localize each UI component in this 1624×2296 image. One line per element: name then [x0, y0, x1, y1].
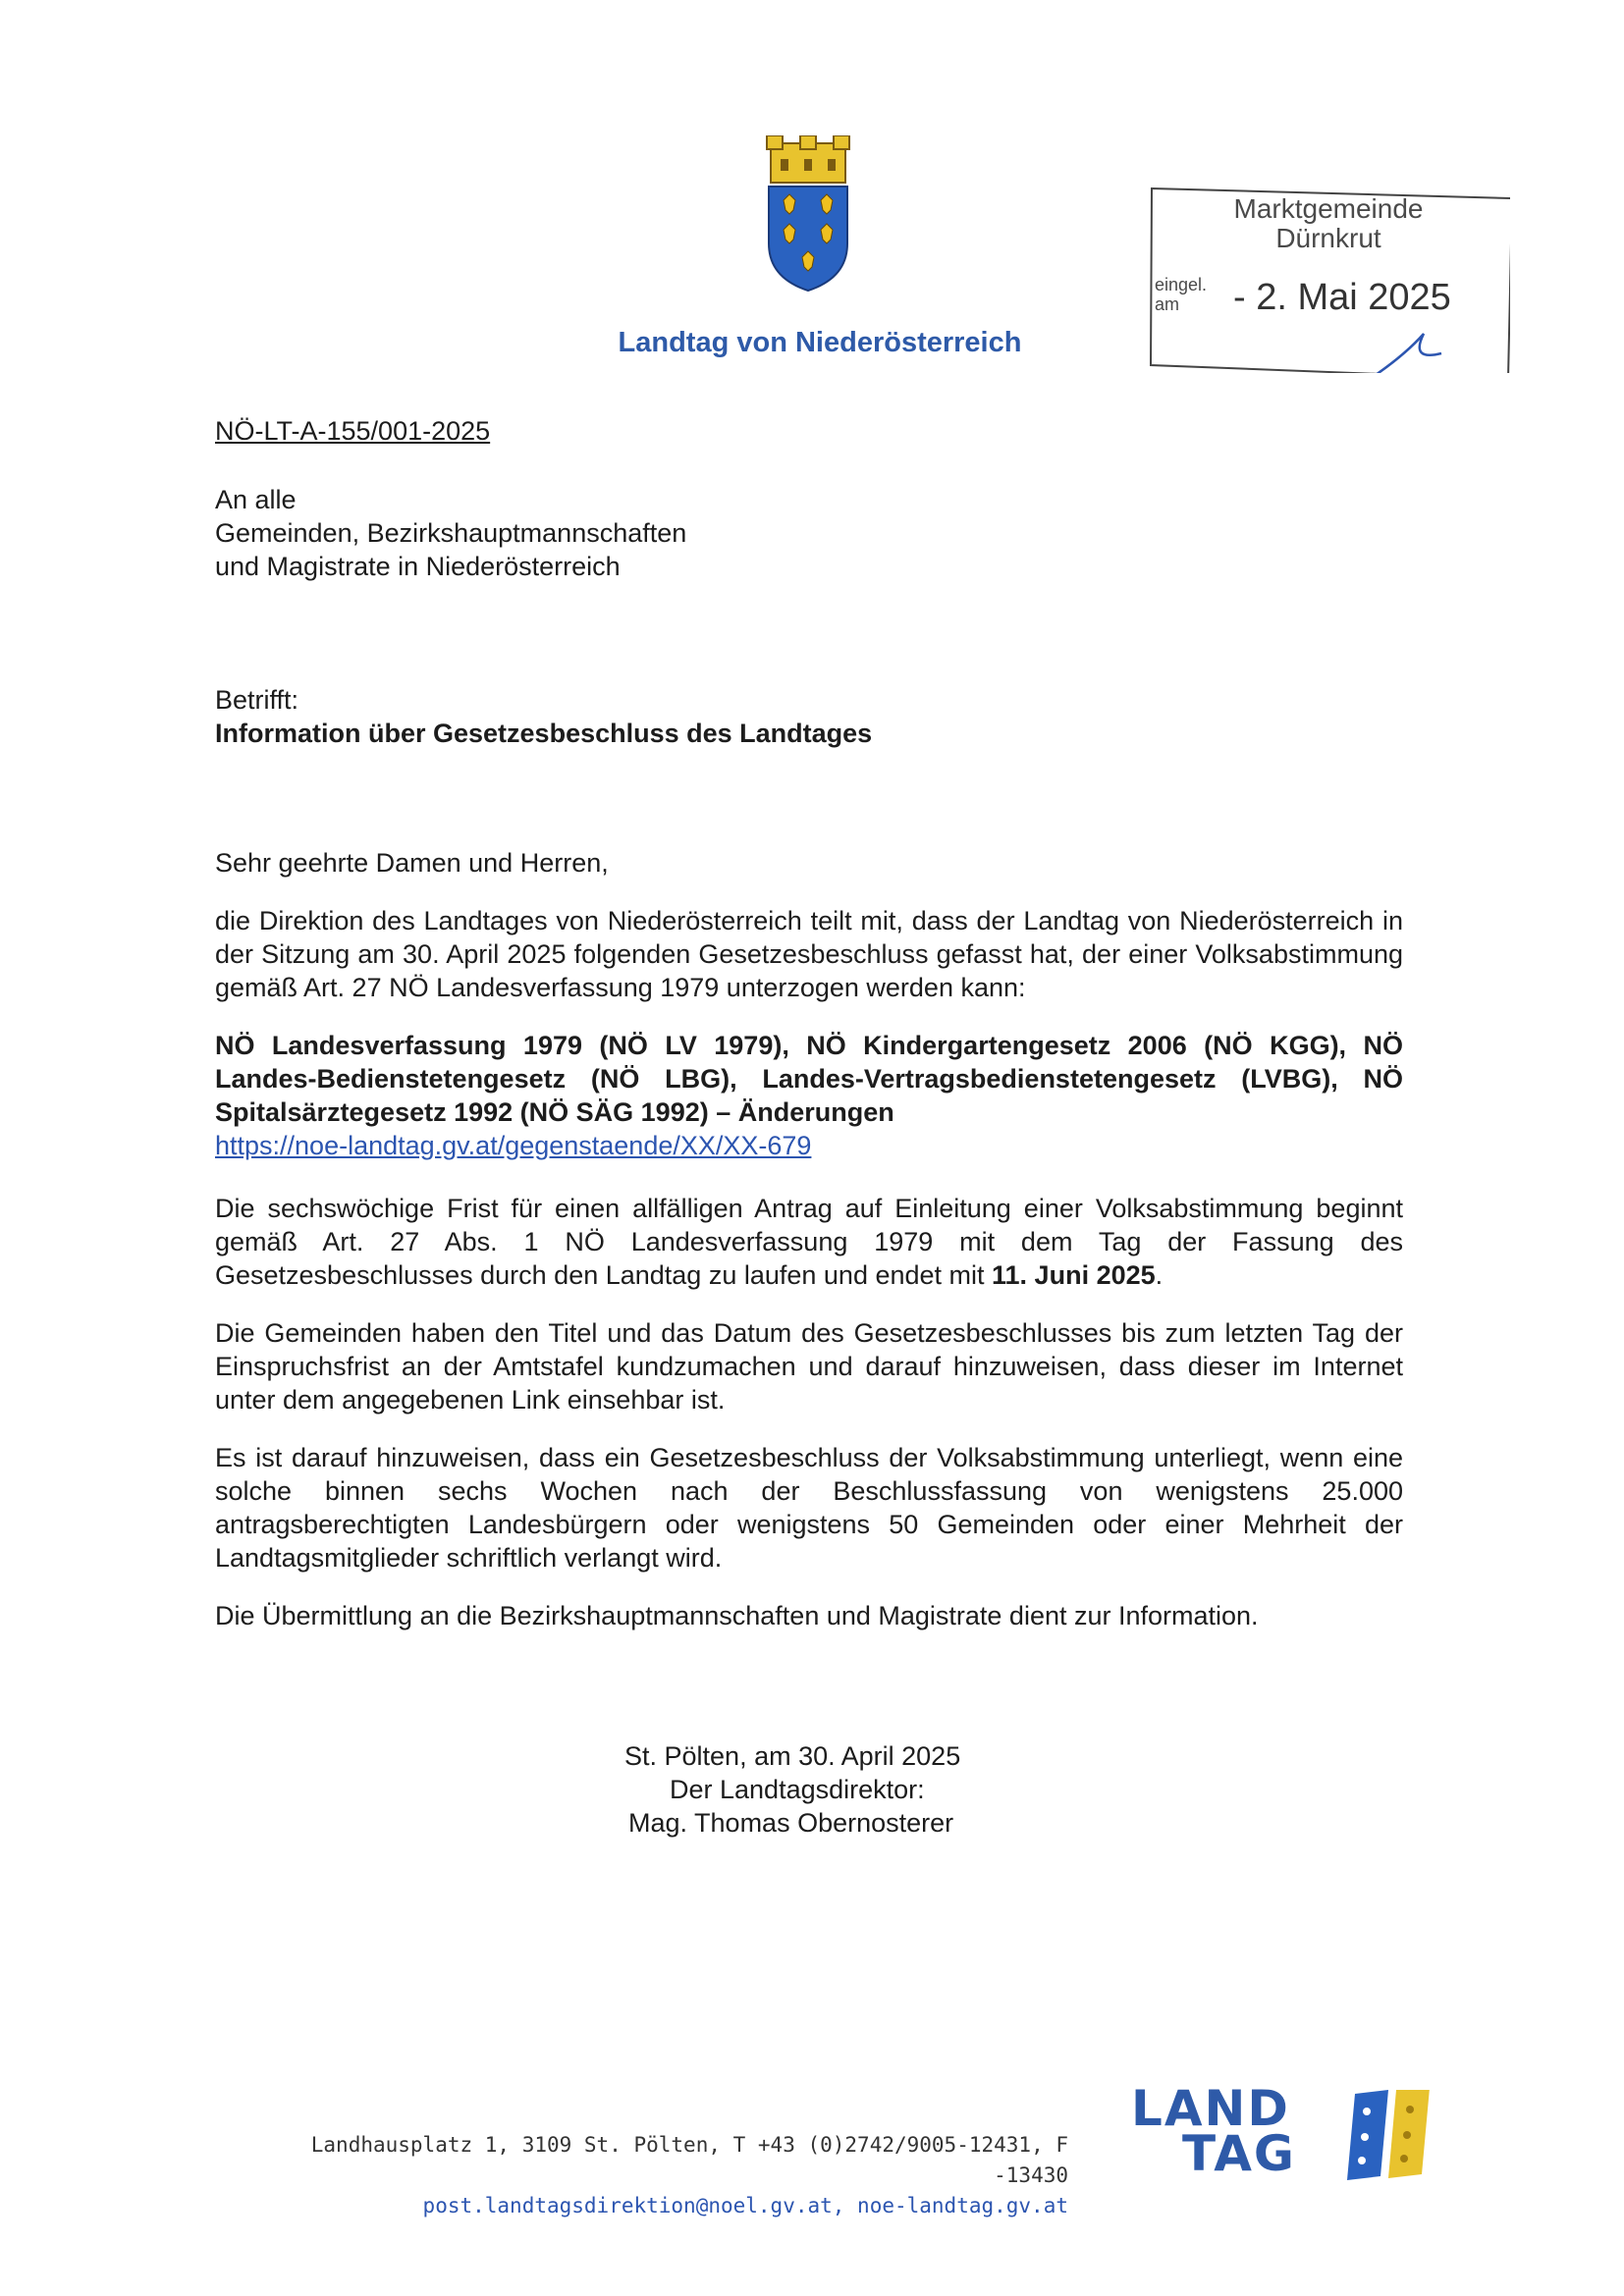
- subject-text: Information über Gesetzesbeschluss des Landtages: [215, 719, 873, 748]
- law-block: [215, 1029, 1403, 1162]
- addressee-line-1: An alle: [215, 485, 297, 514]
- stamp-label-bottom: am: [1155, 294, 1180, 314]
- receipt-stamp: [1147, 187, 1510, 373]
- reference-number: NÖ-LT-A-155/001-2025: [215, 416, 491, 446]
- addressee-line-2: Gemeinden, Bezirkshauptmannschaften: [215, 518, 687, 548]
- deadline-date: 11. Juni 2025: [992, 1260, 1156, 1290]
- stamp-line-1: Marktgemeinde: [1233, 193, 1424, 224]
- institution-title: Landtag von Niederösterreich: [618, 327, 1022, 358]
- stamp-label: [1155, 275, 1207, 314]
- logo-word-2: TAG: [1182, 2125, 1296, 2182]
- paragraph-3: Die Gemeinden haben den Titel und das Datum des Gesetzesbeschlusses bis zum letzten Tag der Einspruchsfrist an der Amtstafel kundzumachen und darauf hinzuweisen, dass dieser im Internet unter dem angegebenen Link einsehbar ist.: [215, 1318, 1403, 1415]
- addressee-block: [215, 483, 686, 583]
- paragraph-4: Es ist darauf hinzuweisen, dass ein Gesetzesbeschluss der Volksabstimmung unterliegt, wenn eine solche binnen sechs Wochen nach der Beschlussfassung von wenigstens 25.000 antragsberechtigten Landesbürgern oder wenigstens 50 Gemeinden oder einer Mehrheit der Landtagsmitglieder schriftlich verlangt wird.: [215, 1443, 1403, 1573]
- paragraph-5: Die Übermittlung an die Bezirkshauptmannschaften und Magistrate dient zur Information.: [215, 1601, 1259, 1630]
- law-title: NÖ Landesverfassung 1979 (NÖ LV 1979), NÖ Kindergartengesetz 2006 (NÖ KGG), NÖ Landes-Bedienstetengesetz (NÖ LBG), Landes-Vertragsbedienstetengesetz (LVBG), NÖ Spitalsärztegesetz 1992 (NÖ SÄG 1992) – Änderungen: [215, 1031, 1403, 1127]
- signature-place-date: St. Pölten, am 30. April 2025: [624, 1741, 961, 1771]
- paragraph-2-end: .: [1155, 1260, 1164, 1290]
- signature-role: Der Landtagsdirektor:: [670, 1775, 925, 1804]
- subject-label: Betrifft:: [215, 685, 299, 715]
- footer-email-web: post.landtagsdirektion@noel.gv.at, noe-landtag.gv.at: [422, 2194, 1068, 2217]
- stamp-municipality: [1147, 194, 1510, 253]
- landtag-logo: [1129, 2080, 1443, 2184]
- stamp-line-2: Dürnkrut: [1275, 223, 1381, 253]
- law-link[interactable]: https://noe-landtag.gv.at/gegenstaende/XX/XX-679: [215, 1131, 812, 1160]
- stamp-date: - 2. Mai 2025: [1233, 277, 1451, 318]
- stamp-label-top: eingel.: [1155, 275, 1208, 294]
- paragraph-2: [215, 1192, 1403, 1292]
- footer-contact: [245, 2130, 1068, 2221]
- paragraph-2-text: Die sechswöchige Frist für einen allfälligen Antrag auf Einleitung einer Volksabstimmung beginnt gemäß Art. 27 Abs. 1 NÖ Landesverfassung 1979 mit dem Tag der Fassung des Gesetzesbeschlusses durch den Landtag zu laufen und endet mit: [215, 1194, 1403, 1290]
- footer-address: Landhausplatz 1, 3109 St. Pölten, T +43 (0)2742/9005-12431, F -13430: [310, 2133, 1068, 2187]
- logo-wordmark: [1131, 2080, 1296, 2182]
- signature-name: Mag. Thomas Obernosterer: [628, 1808, 954, 1838]
- logo-flag-icon: [1345, 2090, 1443, 2180]
- salutation: Sehr geehrte Damen und Herren,: [215, 848, 609, 878]
- signature-block: [624, 1739, 960, 1840]
- letter-body: [215, 846, 1403, 1657]
- addressee-line-3: und Magistrate in Niederösterreich: [215, 552, 621, 581]
- coat-of-arms-icon: [759, 135, 857, 293]
- subject-block: [215, 683, 872, 750]
- paragraph-1: die Direktion des Landtages von Niederösterreich teilt mit, dass der Landtag von Niederösterreich in der Sitzung am 30. April 2025 folgenden Gesetzesbeschluss gefasst hat, der einer Volksabstimmung gemäß Art. 27 NÖ Landesverfassung 1979 unterzogen werden kann:: [215, 906, 1403, 1002]
- logo-word-1: LAND: [1131, 2080, 1290, 2137]
